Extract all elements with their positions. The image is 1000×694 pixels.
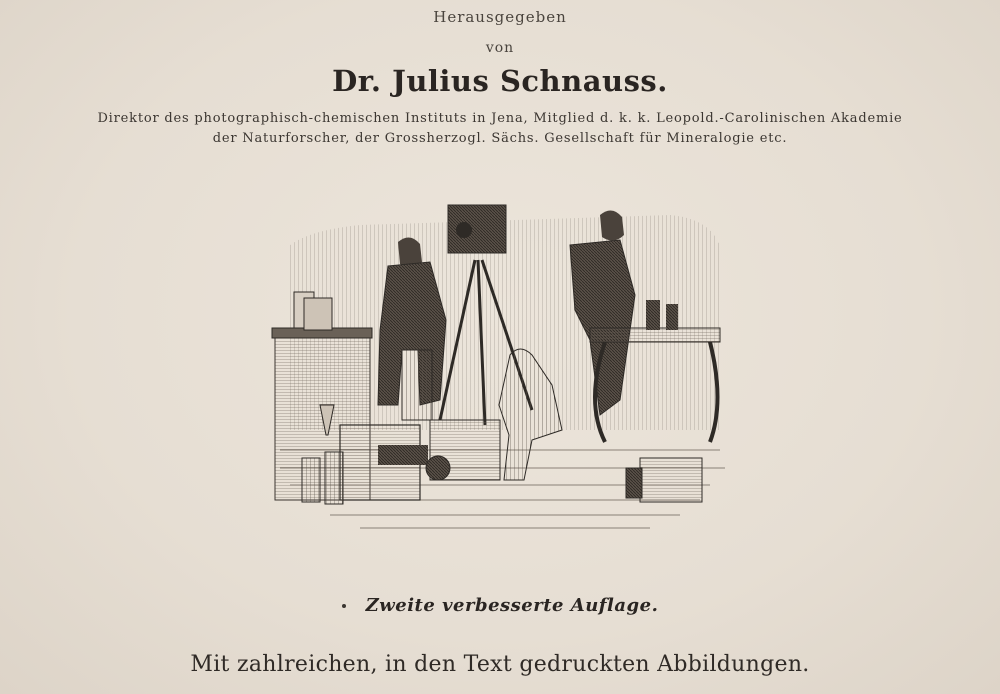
by-label: von bbox=[485, 40, 515, 56]
illustrations-note: Mit zahlreichen, in den Text gedruckten Abbildungen. bbox=[190, 652, 810, 677]
author-name: Dr. Julius Schnauss. bbox=[332, 64, 668, 98]
author-description-line-2: der Naturforscher, der Grossherzogl. Sächs. Gesellschaft für Mineralogie etc. bbox=[212, 131, 788, 146]
edition-text: Zweite verbesserte Auflage. bbox=[365, 595, 659, 616]
author-description-line-1: Direktor des photographisch-chemischen Instituts in Jena, Mitglied d. k. k. Leopold.-Carolinischen Akademie bbox=[97, 111, 903, 126]
edition-note bbox=[0, 595, 1000, 616]
photography-studio-engraving bbox=[270, 200, 730, 540]
bullet-dot bbox=[342, 604, 346, 608]
published-by-label: Herausgegeben bbox=[433, 8, 567, 26]
